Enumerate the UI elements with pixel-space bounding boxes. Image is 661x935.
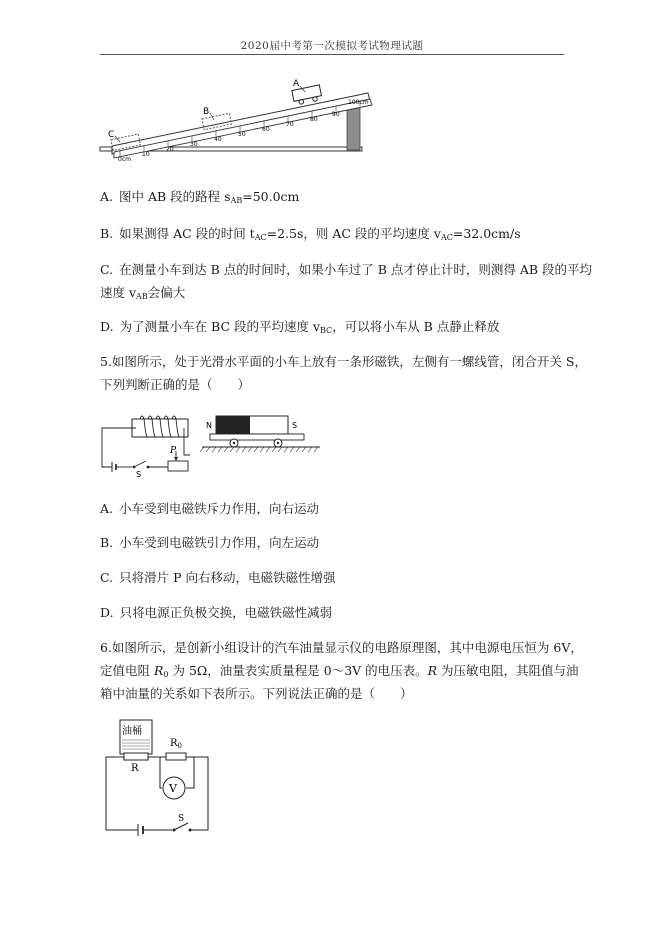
option-letter: D. bbox=[100, 605, 114, 620]
ruler-tick-label: 0cm bbox=[118, 156, 131, 163]
label-b: B bbox=[203, 107, 210, 117]
ruler-tick-label: 70 bbox=[286, 121, 294, 128]
label-n: N bbox=[206, 421, 212, 430]
q5-option-b[interactable]: B. 小车受到电磁铁引力作用，向左运动 bbox=[100, 535, 320, 550]
ruler-tick-label: 10 bbox=[142, 151, 150, 158]
label-switch-s: S bbox=[178, 814, 185, 824]
q4-option-b[interactable]: B. 如果测得 AC 段的时间 $t_{AC}=2.5s$，则 AC 段的平均速度 $v_{AC}=32.0cm/s$ bbox=[100, 226, 521, 242]
ruler-tick-label: 30 bbox=[190, 141, 198, 148]
fuel-gauge-circuit-figure bbox=[98, 718, 218, 836]
q6-stem: 6.如图所示，是创新小组设计的汽车油量显示仪的电路原理图，其中电源电压恒为 6V， bbox=[100, 640, 583, 655]
option-letter: A. bbox=[100, 189, 114, 204]
header-divider bbox=[100, 54, 564, 55]
q4-option-d[interactable]: D. 为了测量小车在 BC 段的平均速度 $v_{BC}$，可以将小车从 B 点静止释放 bbox=[100, 319, 500, 335]
q5-option-c[interactable]: C. 只将滑片 P 向右移动，电磁铁磁性增强 bbox=[100, 570, 336, 585]
ruler-tick-label: 60 bbox=[262, 126, 270, 133]
q4-option-c-continued: 速度 $v_{AB}$会偏大 bbox=[100, 285, 186, 301]
ruler-tick-label: 100cm bbox=[348, 99, 369, 106]
q4-option-c[interactable]: C. 在测量小车到达 B 点的时间时，如果小车过了 B 点才停止计时，则测得 AB 段的平均 bbox=[100, 262, 593, 277]
option-letter: B. bbox=[100, 226, 114, 241]
voltmeter-label: V bbox=[169, 782, 177, 795]
solenoid-magnet-figure bbox=[98, 405, 320, 477]
label-r0: $R_0$ bbox=[170, 738, 182, 750]
label-c: C bbox=[108, 130, 115, 140]
incline-ruler-figure bbox=[100, 74, 390, 163]
ruler-tick-label: 50 bbox=[238, 131, 246, 138]
q6-stem-continued-2: 箱中油量的关系如下表所示。下列说法正确的是（ ） bbox=[100, 686, 413, 701]
q5-stem-continued: 下列判断正确的是（ ） bbox=[100, 377, 251, 392]
option-letter: D. bbox=[100, 319, 114, 334]
ruler-tick-label: 20 bbox=[166, 146, 174, 153]
ruler-tick-label: 40 bbox=[214, 136, 222, 143]
ruler-tick-label: 90 bbox=[332, 111, 340, 118]
label-p: P bbox=[170, 446, 177, 456]
page-header: 2020届中考第一次模拟考试物理试题 bbox=[240, 40, 424, 52]
option-letter: B. bbox=[100, 535, 114, 550]
q4-option-a[interactable]: A. 图中 AB 段的路程 $s_{AB}=50.0cm$ bbox=[100, 189, 300, 205]
label-a: A bbox=[293, 79, 300, 89]
ruler-tick-label: 80 bbox=[310, 116, 318, 123]
q5-option-d[interactable]: D. 只将电源正负极交换，电磁铁磁性减弱 bbox=[100, 605, 333, 620]
label-r: R bbox=[131, 763, 139, 774]
q5-option-a[interactable]: A. 小车受到电磁铁斥力作用，向右运动 bbox=[100, 501, 320, 516]
label-pole-s: S bbox=[292, 421, 298, 430]
label-switch-s: S bbox=[136, 470, 142, 479]
q5-stem: 5.如图所示，处于光滑水平面的小车上放有一条形磁铁，左侧有一螺线管，闭合开关 S， bbox=[100, 354, 587, 369]
option-letter: A. bbox=[100, 501, 114, 516]
q6-stem-continued: 定值电阻 $R_0$ 为 5Ω，油量表实质量程是 0～3V 的电压表。R 为压敏电阻，其阻值与油 bbox=[100, 663, 579, 679]
tank-label: 油桶 bbox=[122, 726, 142, 737]
option-letter: C. bbox=[100, 262, 114, 277]
option-letter: C. bbox=[100, 570, 114, 585]
